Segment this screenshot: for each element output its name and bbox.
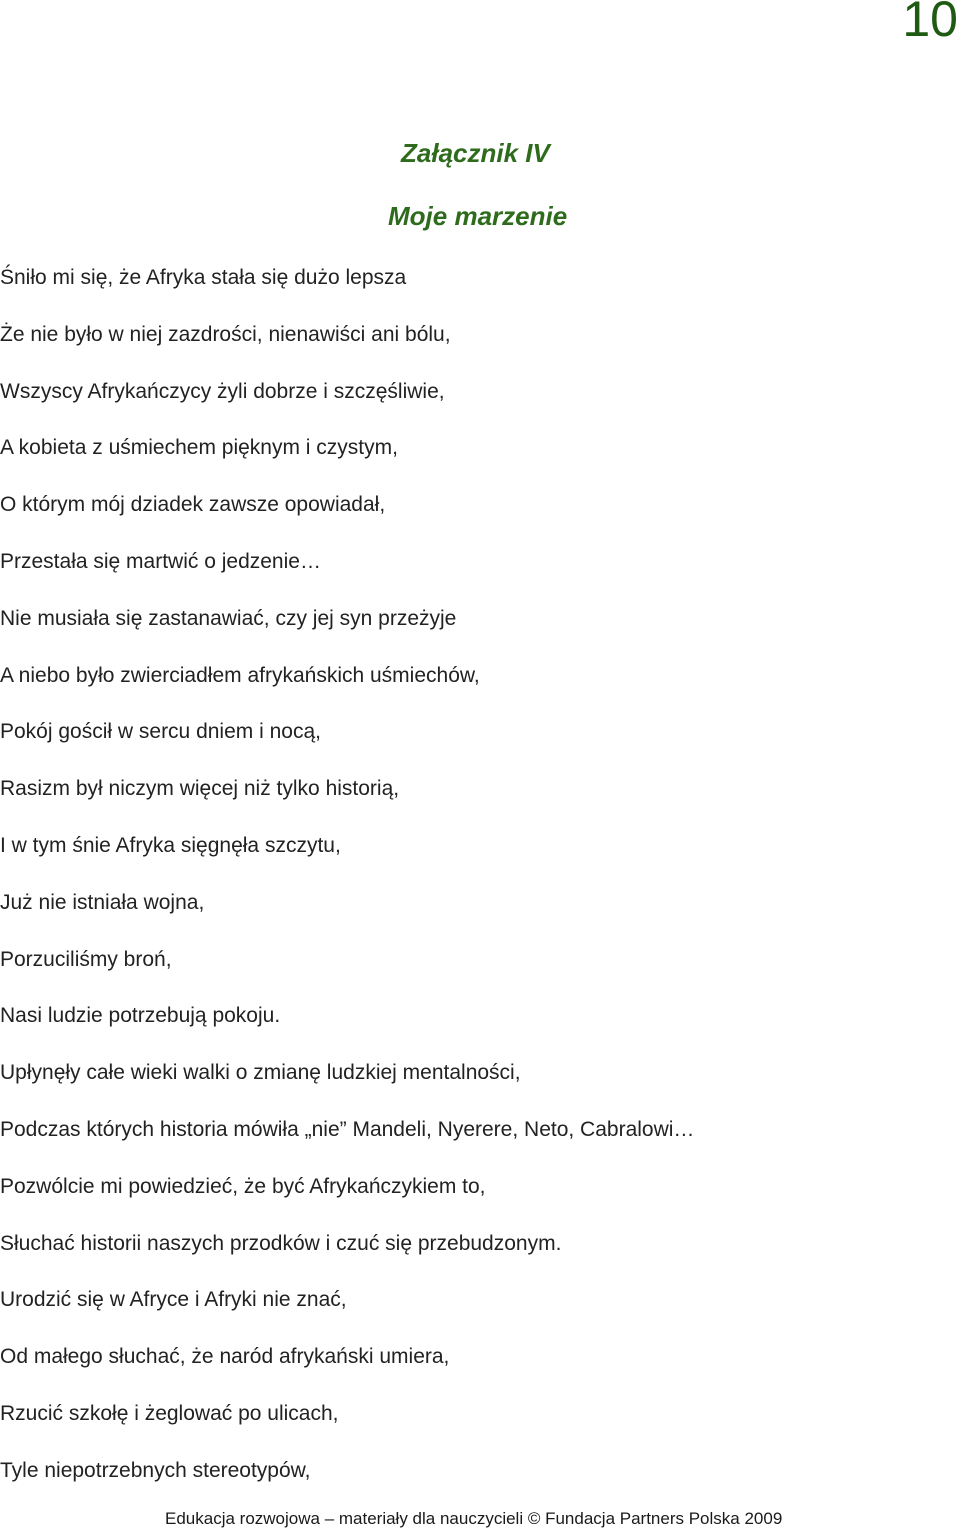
poem-line: Już nie istniała wojna, — [0, 890, 205, 914]
poem-line: Tyle niepotrzebnych stereotypów, — [0, 1458, 311, 1482]
page-number: 10 — [902, 0, 958, 47]
poem-line: Że nie było w niej zazdrości, nienawiści ani bólu, — [0, 322, 451, 346]
poem-line: Rzucić szkołę i żeglować po ulicach, — [0, 1401, 339, 1425]
poem-line: Wszyscy Afrykańczycy żyli dobrze i szczęśliwie, — [0, 379, 445, 403]
poem-line: A niebo było zwierciadłem afrykańskich uśmiechów, — [0, 663, 480, 687]
poem-line: Podczas których historia mówiła „nie” Mandeli, Nyerere, Neto, Cabralowi… — [0, 1117, 695, 1141]
poem-line: Rasizm był niczym więcej niż tylko historią, — [0, 777, 400, 801]
poem-line: Nasi ludzie potrzebują pokoju. — [0, 1004, 281, 1028]
poem-line: O którym mój dziadek zawsze opowiadał, — [0, 493, 386, 517]
page-footer: Edukacja rozwojowa – materiały dla nauczycieli © Fundacja Partners Polska 2009 — [165, 1509, 783, 1528]
poem-line: Upłynęły całe wieki walki o zmianę ludzkiej mentalności, — [0, 1061, 521, 1085]
poem-line: I w tym śnie Afryka sięgnęła szczytu, — [0, 833, 341, 857]
poem-line: Pokój gościł w sercu dniem i nocą, — [0, 720, 321, 744]
poem-line: Od małego słuchać, że naród afrykański umiera, — [0, 1345, 450, 1369]
poem-line: Porzuciliśmy broń, — [0, 947, 172, 971]
poem-title: Moje marzenie — [388, 201, 568, 231]
page-title: Załącznik IV — [401, 138, 550, 168]
poem-line: A kobieta z uśmiechem pięknym i czystym, — [0, 436, 398, 460]
poem-line: Urodzić się w Afryce i Afryki nie znać, — [0, 1288, 347, 1312]
poem-line: Nie musiała się zastanawiać, czy jej syn przeżyje — [0, 606, 457, 630]
poem-line: Słuchać historii naszych przodków i czuć się przebudzonym. — [0, 1231, 562, 1255]
poem-line: Śniło mi się, że Afryka stała się dużo lepsza — [0, 266, 407, 289]
poem-line: Pozwólcie mi powiedzieć, że być Afrykańczykiem to, — [0, 1174, 486, 1198]
poem-line: Przestała się martwić o jedzenie… — [0, 549, 321, 573]
poem-body — [0, 263, 694, 1513]
